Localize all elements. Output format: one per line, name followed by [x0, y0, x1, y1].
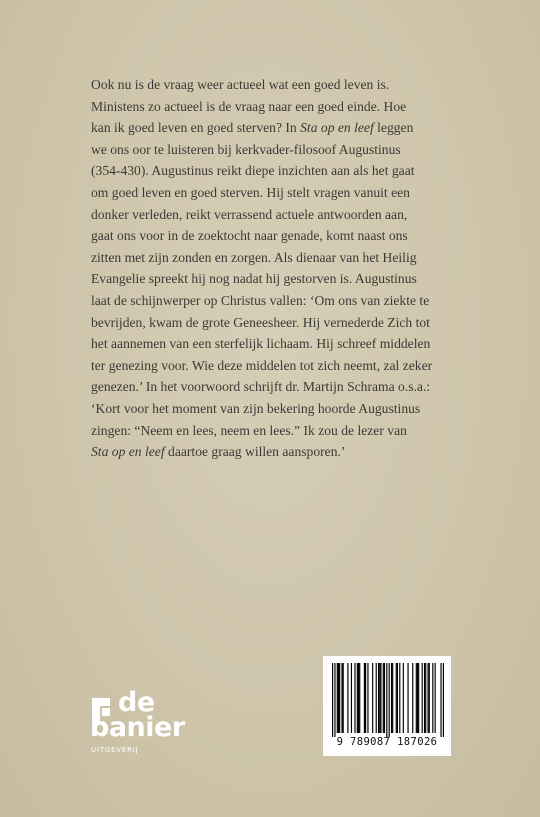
blurb-line: ter genezing voor. Wie deze middelen tot zich neemt, zal zeker: [91, 357, 433, 373]
barcode-bar: [403, 663, 404, 733]
barcode-bar: [443, 663, 444, 737]
barcode-bar: [397, 663, 398, 733]
barcode-bar: [432, 663, 433, 733]
barcode-bar: [358, 663, 359, 733]
barcode-bar: [376, 663, 377, 733]
logo-subline: UITGEVERIJ: [91, 746, 139, 754]
barcode-bar: [427, 663, 428, 733]
blurb-line: genezen.’ In het voorwoord schrijft dr. Martijn Schrama o.s.a.:: [91, 379, 431, 395]
barcode-bar: [354, 663, 355, 733]
barcode-bar: [392, 663, 393, 733]
blurb-line: we ons oor te luisteren bij kerkvader-filosoof Augustinus: [91, 141, 401, 157]
barcode-bar: [378, 663, 379, 733]
barcode-bar: [347, 663, 348, 733]
barcode-bar: [384, 663, 385, 733]
blurb-line: zitten met zijn zonden en zorgen. Als dienaar van het Heilig: [91, 249, 417, 265]
barcode-bar: [367, 663, 368, 733]
blurb-line: (354-430). Augustinus reikt diepe inzichten aan als het gaat: [91, 163, 415, 179]
barcode-bar: [359, 663, 360, 733]
barcode-bar: [364, 663, 365, 733]
barcode-bar: [396, 663, 397, 733]
barcode-bars: [332, 663, 444, 737]
barcode-bar: [341, 663, 342, 733]
barcode-bar: [343, 663, 344, 733]
blurb-line: Sta op en leef daartoe graag willen aansporen.’: [91, 444, 346, 460]
blurb-line: Ook nu is de vraag weer actueel wat een goed leven is.: [91, 77, 390, 92]
barcode-bar: [429, 663, 430, 733]
isbn-barcode: [323, 656, 451, 756]
barcode-bar: [379, 663, 380, 733]
blurb-line: Ministens zo actueel is de vraag naar een goed einde. Hoe: [91, 98, 407, 114]
book-title-italic: Sta op en leef: [300, 120, 374, 136]
logo-word-de: de: [118, 687, 155, 718]
barcode-bar: [337, 663, 338, 733]
barcode-bar: [380, 663, 381, 733]
barcode-bar: [389, 663, 390, 737]
blurb-line: zingen: “Neem en lees, neem en lees.” Ik zou de lezer van: [91, 422, 407, 438]
blurb-line: Evangelie spreekt hij nog nadat hij gestorven is. Augustinus: [91, 271, 417, 287]
barcode-bar: [372, 663, 373, 733]
logo-word-banier: banier: [90, 712, 185, 743]
blurb-line: gaat ons voor in de zoektocht naar genade, komt naast ons: [91, 228, 408, 244]
barcode-bar: [407, 663, 408, 733]
barcode-bar: [417, 663, 418, 733]
blurb-line: kan ik goed leven en goed sterven? In Sta op en leef leggen: [91, 120, 414, 136]
barcode-bar: [412, 663, 413, 733]
back-cover-blurb: [91, 74, 447, 463]
book-title-italic: Sta op en leef: [91, 444, 165, 460]
barcode-bar: [424, 663, 425, 733]
barcode-bar: [422, 663, 423, 733]
blurb-line: laat de schijnwerper op Christus vallen: ‘Om ons van ziekte te: [91, 292, 430, 308]
blurb-line: het aannemen van een sterfelijk lichaam. Hij schreef middelen: [91, 336, 431, 352]
blurb-line: ‘Kort voor het moment van zijn bekering hoorde Augustinus: [91, 400, 421, 416]
barcode-bar: [332, 663, 333, 737]
barcode-bar: [365, 663, 366, 733]
barcode-bar: [399, 663, 400, 733]
blurb-line: om goed leven en goed sterven. Hij stelt vragen vanuit een: [91, 184, 410, 200]
barcode-bar: [383, 663, 384, 733]
barcode-bar: [440, 663, 441, 737]
barcode-bar: [386, 663, 387, 737]
isbn-number: 9 789087 187026: [336, 736, 438, 748]
publisher-logo: [90, 687, 220, 764]
barcode-bar: [338, 663, 339, 733]
barcode-bar: [418, 663, 419, 733]
blurb-line: bevrijden, kwam de grote Geneesheer. Hij vernederde Zich tot: [91, 314, 430, 330]
barcode-bar: [351, 663, 352, 733]
barcode-bar: [357, 663, 358, 733]
blurb-line: donker verleden, reikt verrassend actuele antwoorden aan,: [91, 206, 408, 222]
barcode-bar: [416, 663, 417, 733]
barcode-bar: [391, 663, 392, 733]
barcode-bar: [425, 663, 426, 733]
barcode-bar: [334, 663, 335, 737]
barcode-bar: [339, 663, 340, 733]
barcode-bar: [435, 663, 436, 733]
